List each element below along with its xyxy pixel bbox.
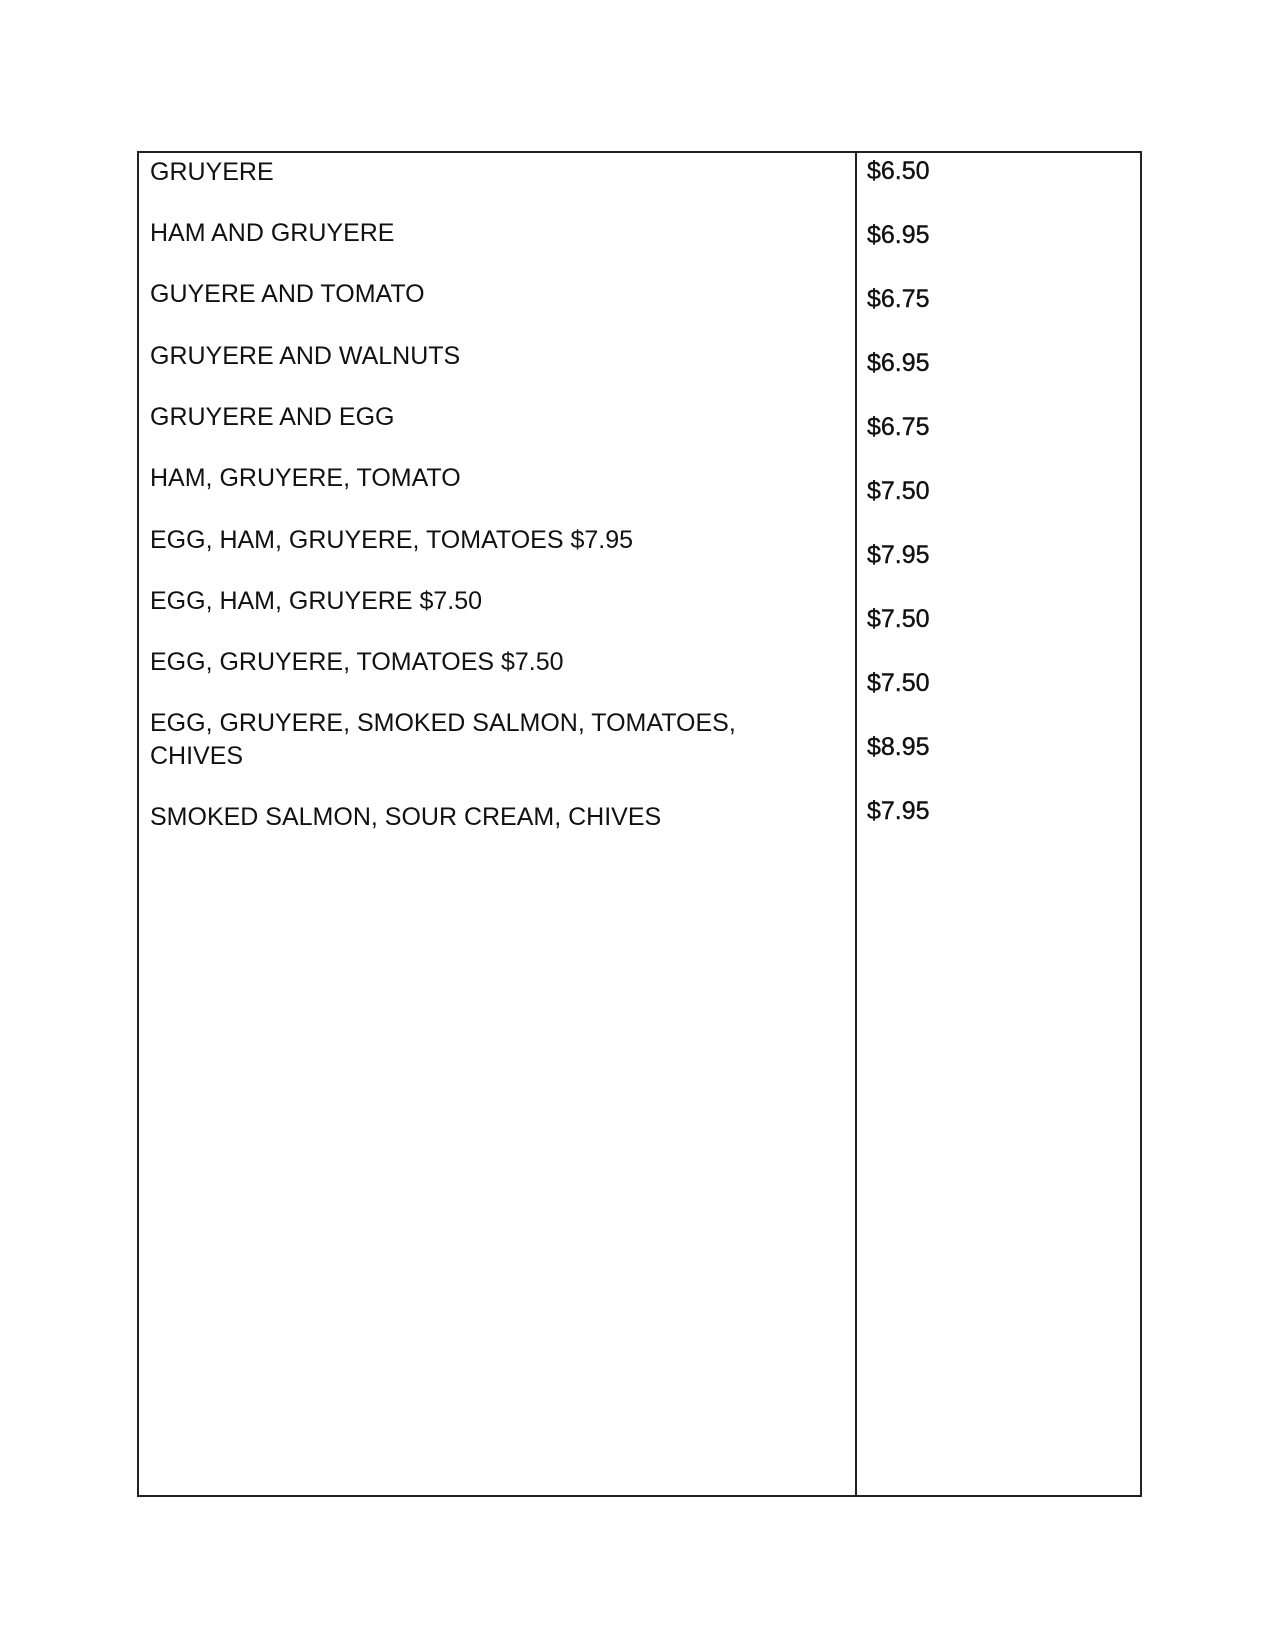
menu-item-name: EGG, GRUYERE, TOMATOES $7.50: [150, 648, 564, 676]
menu-item-price: $6.50: [867, 157, 930, 185]
menu-item-name: EGG, HAM, GRUYERE $7.50: [150, 587, 483, 615]
menu-item-price: $7.95: [867, 797, 930, 825]
menu-item-price: $6.95: [867, 349, 930, 377]
menu-item-name: GRUYERE AND WALNUTS: [150, 342, 461, 370]
menu-item-price: $6.75: [867, 285, 930, 313]
menu-item-name: HAM AND GRUYERE: [150, 219, 395, 247]
menu-item-name: HAM, GRUYERE, TOMATO: [150, 464, 461, 492]
menu-item-name: GRUYERE: [150, 158, 274, 186]
column-divider: [855, 153, 857, 1495]
menu-item-name: SMOKED SALMON, SOUR CREAM, CHIVES: [150, 803, 662, 831]
menu-item-name: EGG, HAM, GRUYERE, TOMATOES $7.95: [150, 526, 634, 554]
menu-item-name: GUYERE AND TOMATO: [150, 280, 425, 308]
menu-item-name: EGG, GRUYERE, SMOKED SALMON, TOMATOES, CHIVES: [150, 709, 736, 770]
menu-item-price: $7.50: [867, 669, 930, 697]
menu-item-price: $7.95: [867, 541, 930, 569]
menu-item-price: $7.50: [867, 605, 930, 633]
menu-item-price: $6.75: [867, 413, 930, 441]
menu-item-name: GRUYERE AND EGG: [150, 403, 395, 431]
menu-item-price: $6.95: [867, 221, 930, 249]
menu-item-price: $7.50: [867, 477, 930, 505]
menu-item-price: $8.95: [867, 733, 930, 761]
menu-table: [137, 151, 1142, 1497]
